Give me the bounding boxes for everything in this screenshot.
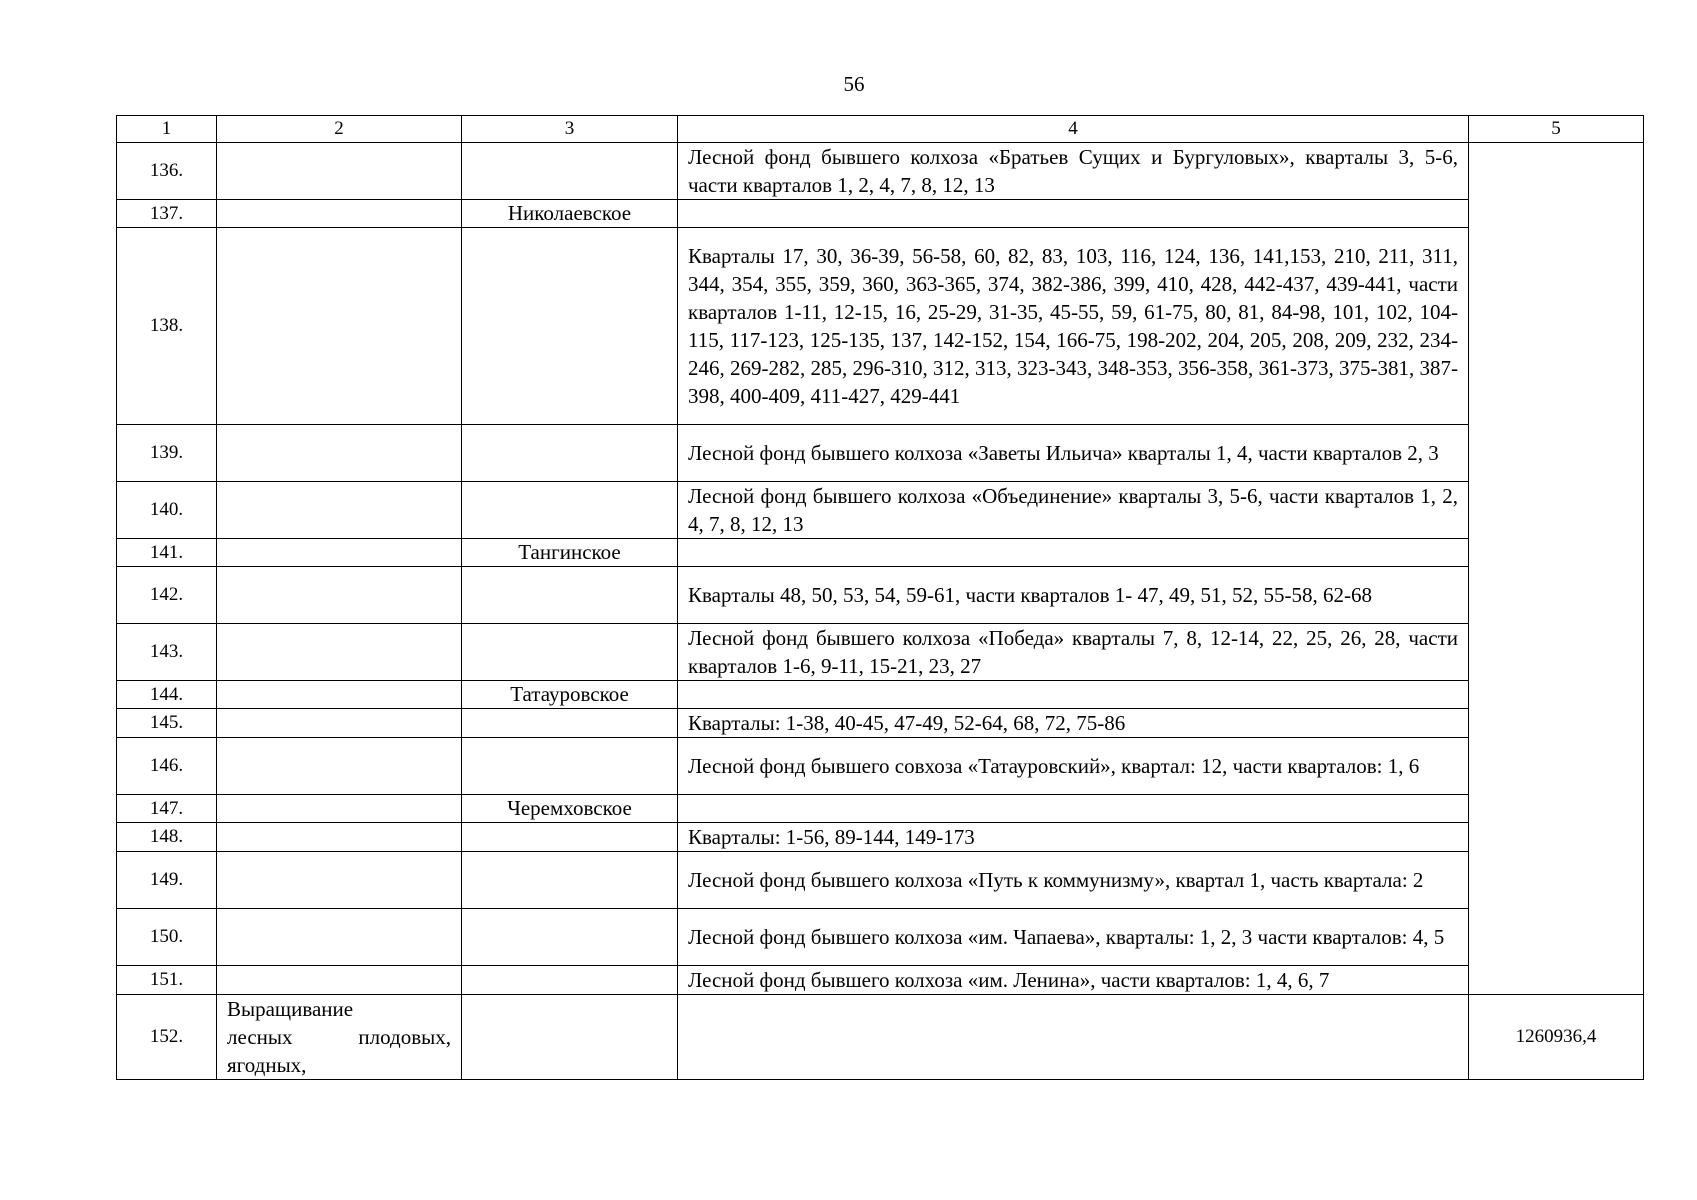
activity-cell	[217, 539, 462, 567]
table-row	[117, 823, 1644, 852]
settlement-cell: Татауровское	[462, 681, 678, 709]
table-row	[117, 681, 1644, 709]
table-row	[117, 200, 1644, 228]
settlement-cell	[462, 567, 678, 624]
table-row	[117, 909, 1644, 966]
activity-cell	[217, 425, 462, 482]
quarters-cell	[678, 795, 1469, 823]
activity-cell	[217, 823, 462, 852]
quarters-cell	[678, 995, 1469, 1080]
quarters-cell	[678, 200, 1469, 228]
row-number: 144.	[117, 681, 217, 709]
activity-cell	[217, 200, 462, 228]
area-cell: 1260936,4	[1469, 995, 1644, 1080]
activity-cell	[217, 228, 462, 425]
quarters-cell	[678, 539, 1469, 567]
quarters-cell: Лесной фонд бывшего совхоза «Татауровский», квартал: 12, части кварталов: 1, 6	[678, 738, 1469, 795]
settlement-cell	[462, 482, 678, 539]
row-number: 138.	[117, 228, 217, 425]
table-row	[117, 995, 1644, 1080]
table-row	[117, 709, 1644, 738]
row-number: 152.	[117, 995, 217, 1080]
table-row	[117, 795, 1644, 823]
activity-cell	[217, 852, 462, 909]
settlement-cell	[462, 425, 678, 482]
activity-cell	[217, 709, 462, 738]
page-number: 56	[843, 72, 865, 96]
settlement-cell	[462, 909, 678, 966]
row-number: 143.	[117, 624, 217, 681]
quarters-cell: Лесной фонд бывшего колхоза «Победа» кварталы 7, 8, 12-14, 22, 25, 26, 28, части кварталов 1-6, 9-11, 15-21, 23, 27	[678, 624, 1469, 681]
table-row	[117, 539, 1644, 567]
activity-line: лесных плодовых,	[227, 1025, 451, 1049]
quarters-cell: Кварталы 17, 30, 36-39, 56-58, 60, 82, 83, 103, 116, 124, 136, 141,153, 210, 211, 311, 344, 354, 355, 359, 360, 363-365, 374, 382-386, 399, 410, 428, 442-437, 439-441, части кварталов 1-11, 12-15, 16, 25-29, 31-35, 45-55, 59, 61-75, 80, 81, 84-98, 101, 102, 104-115, 117-123, 125-135, 137, 142-152, 154, 166-75, 198-202, 204, 205, 208, 209, 232, 234-246, 269-282, 285, 296-310, 312, 313, 323-343, 348-353, 356-358, 361-373, 375-381, 387-398, 400-409, 411-427, 429-441	[678, 228, 1469, 425]
activity-cell	[217, 482, 462, 539]
table-row	[117, 567, 1644, 624]
quarters-cell: Кварталы: 1-38, 40-45, 47-49, 52-64, 68, 72, 75-86	[678, 709, 1469, 738]
header-cell-3: 3	[462, 116, 678, 143]
header-cell-1: 1	[117, 116, 217, 143]
quarters-cell: Лесной фонд бывшего колхоза «им. Чапаева», кварталы: 1, 2, 3 части кварталов: 4, 5	[678, 909, 1469, 966]
settlement-cell: Тангинское	[462, 539, 678, 567]
forest-table	[116, 115, 1644, 1080]
header-cell-4: 4	[678, 116, 1469, 143]
activity-cell	[217, 795, 462, 823]
table-row	[117, 624, 1644, 681]
activity-cell	[217, 143, 462, 200]
settlement-cell	[462, 624, 678, 681]
settlement-cell: Николаевское	[462, 200, 678, 228]
quarters-cell: Лесной фонд бывшего колхоза «Заветы Ильича» кварталы 1, 4, части кварталов 2, 3	[678, 425, 1469, 482]
row-number: 142.	[117, 567, 217, 624]
quarters-cell: Кварталы: 1-56, 89-144, 149-173	[678, 823, 1469, 852]
row-number: 150.	[117, 909, 217, 966]
row-number: 148.	[117, 823, 217, 852]
row-number: 141.	[117, 539, 217, 567]
settlement-cell	[462, 228, 678, 425]
quarters-cell: Лесной фонд бывшего колхоза «Путь к коммунизму», квартал 1, часть квартала: 2	[678, 852, 1469, 909]
activity-cell	[217, 909, 462, 966]
activity-line: Выращивание	[227, 997, 354, 1021]
activity-cell	[217, 567, 462, 624]
table-row	[117, 966, 1644, 995]
header-cell-5: 5	[1469, 116, 1644, 143]
row-number: 137.	[117, 200, 217, 228]
settlement-cell	[462, 966, 678, 995]
settlement-cell	[462, 823, 678, 852]
quarters-cell	[678, 681, 1469, 709]
activity-cell	[217, 681, 462, 709]
settlement-cell	[462, 995, 678, 1080]
row-number: 139.	[117, 425, 217, 482]
table-row	[117, 852, 1644, 909]
quarters-cell: Кварталы 48, 50, 53, 54, 59-61, части кварталов 1- 47, 49, 51, 52, 55-58, 62-68	[678, 567, 1469, 624]
header-row	[117, 116, 1644, 143]
settlement-cell	[462, 709, 678, 738]
activity-line: ягодных,	[227, 1053, 307, 1077]
row-number: 146.	[117, 738, 217, 795]
row-number: 140.	[117, 482, 217, 539]
settlement-cell: Черемховское	[462, 795, 678, 823]
table-row	[117, 482, 1644, 539]
quarters-cell: Лесной фонд бывшего колхоза «Братьев Сущих и Бургуловых», кварталы 3, 5-6, части кварталов 1, 2, 4, 7, 8, 12, 13	[678, 143, 1469, 200]
table-row	[117, 425, 1644, 482]
activity-cell	[217, 995, 462, 1080]
table-row	[117, 143, 1644, 200]
settlement-cell	[462, 852, 678, 909]
header-cell-2: 2	[217, 116, 462, 143]
activity-cell	[217, 738, 462, 795]
settlement-cell	[462, 738, 678, 795]
area-cell-empty	[1469, 143, 1644, 995]
row-number: 136.	[117, 143, 217, 200]
quarters-cell: Лесной фонд бывшего колхоза «Объединение» кварталы 3, 5-6, части кварталов 1, 2, 4, 7, 8, 12, 13	[678, 482, 1469, 539]
row-number: 149.	[117, 852, 217, 909]
settlement-cell	[462, 143, 678, 200]
row-number: 145.	[117, 709, 217, 738]
activity-cell	[217, 624, 462, 681]
table-row	[117, 738, 1644, 795]
table-row	[117, 228, 1644, 425]
quarters-cell: Лесной фонд бывшего колхоза «им. Ленина», части кварталов: 1, 4, 6, 7	[678, 966, 1469, 995]
row-number: 147.	[117, 795, 217, 823]
activity-cell	[217, 966, 462, 995]
row-number: 151.	[117, 966, 217, 995]
